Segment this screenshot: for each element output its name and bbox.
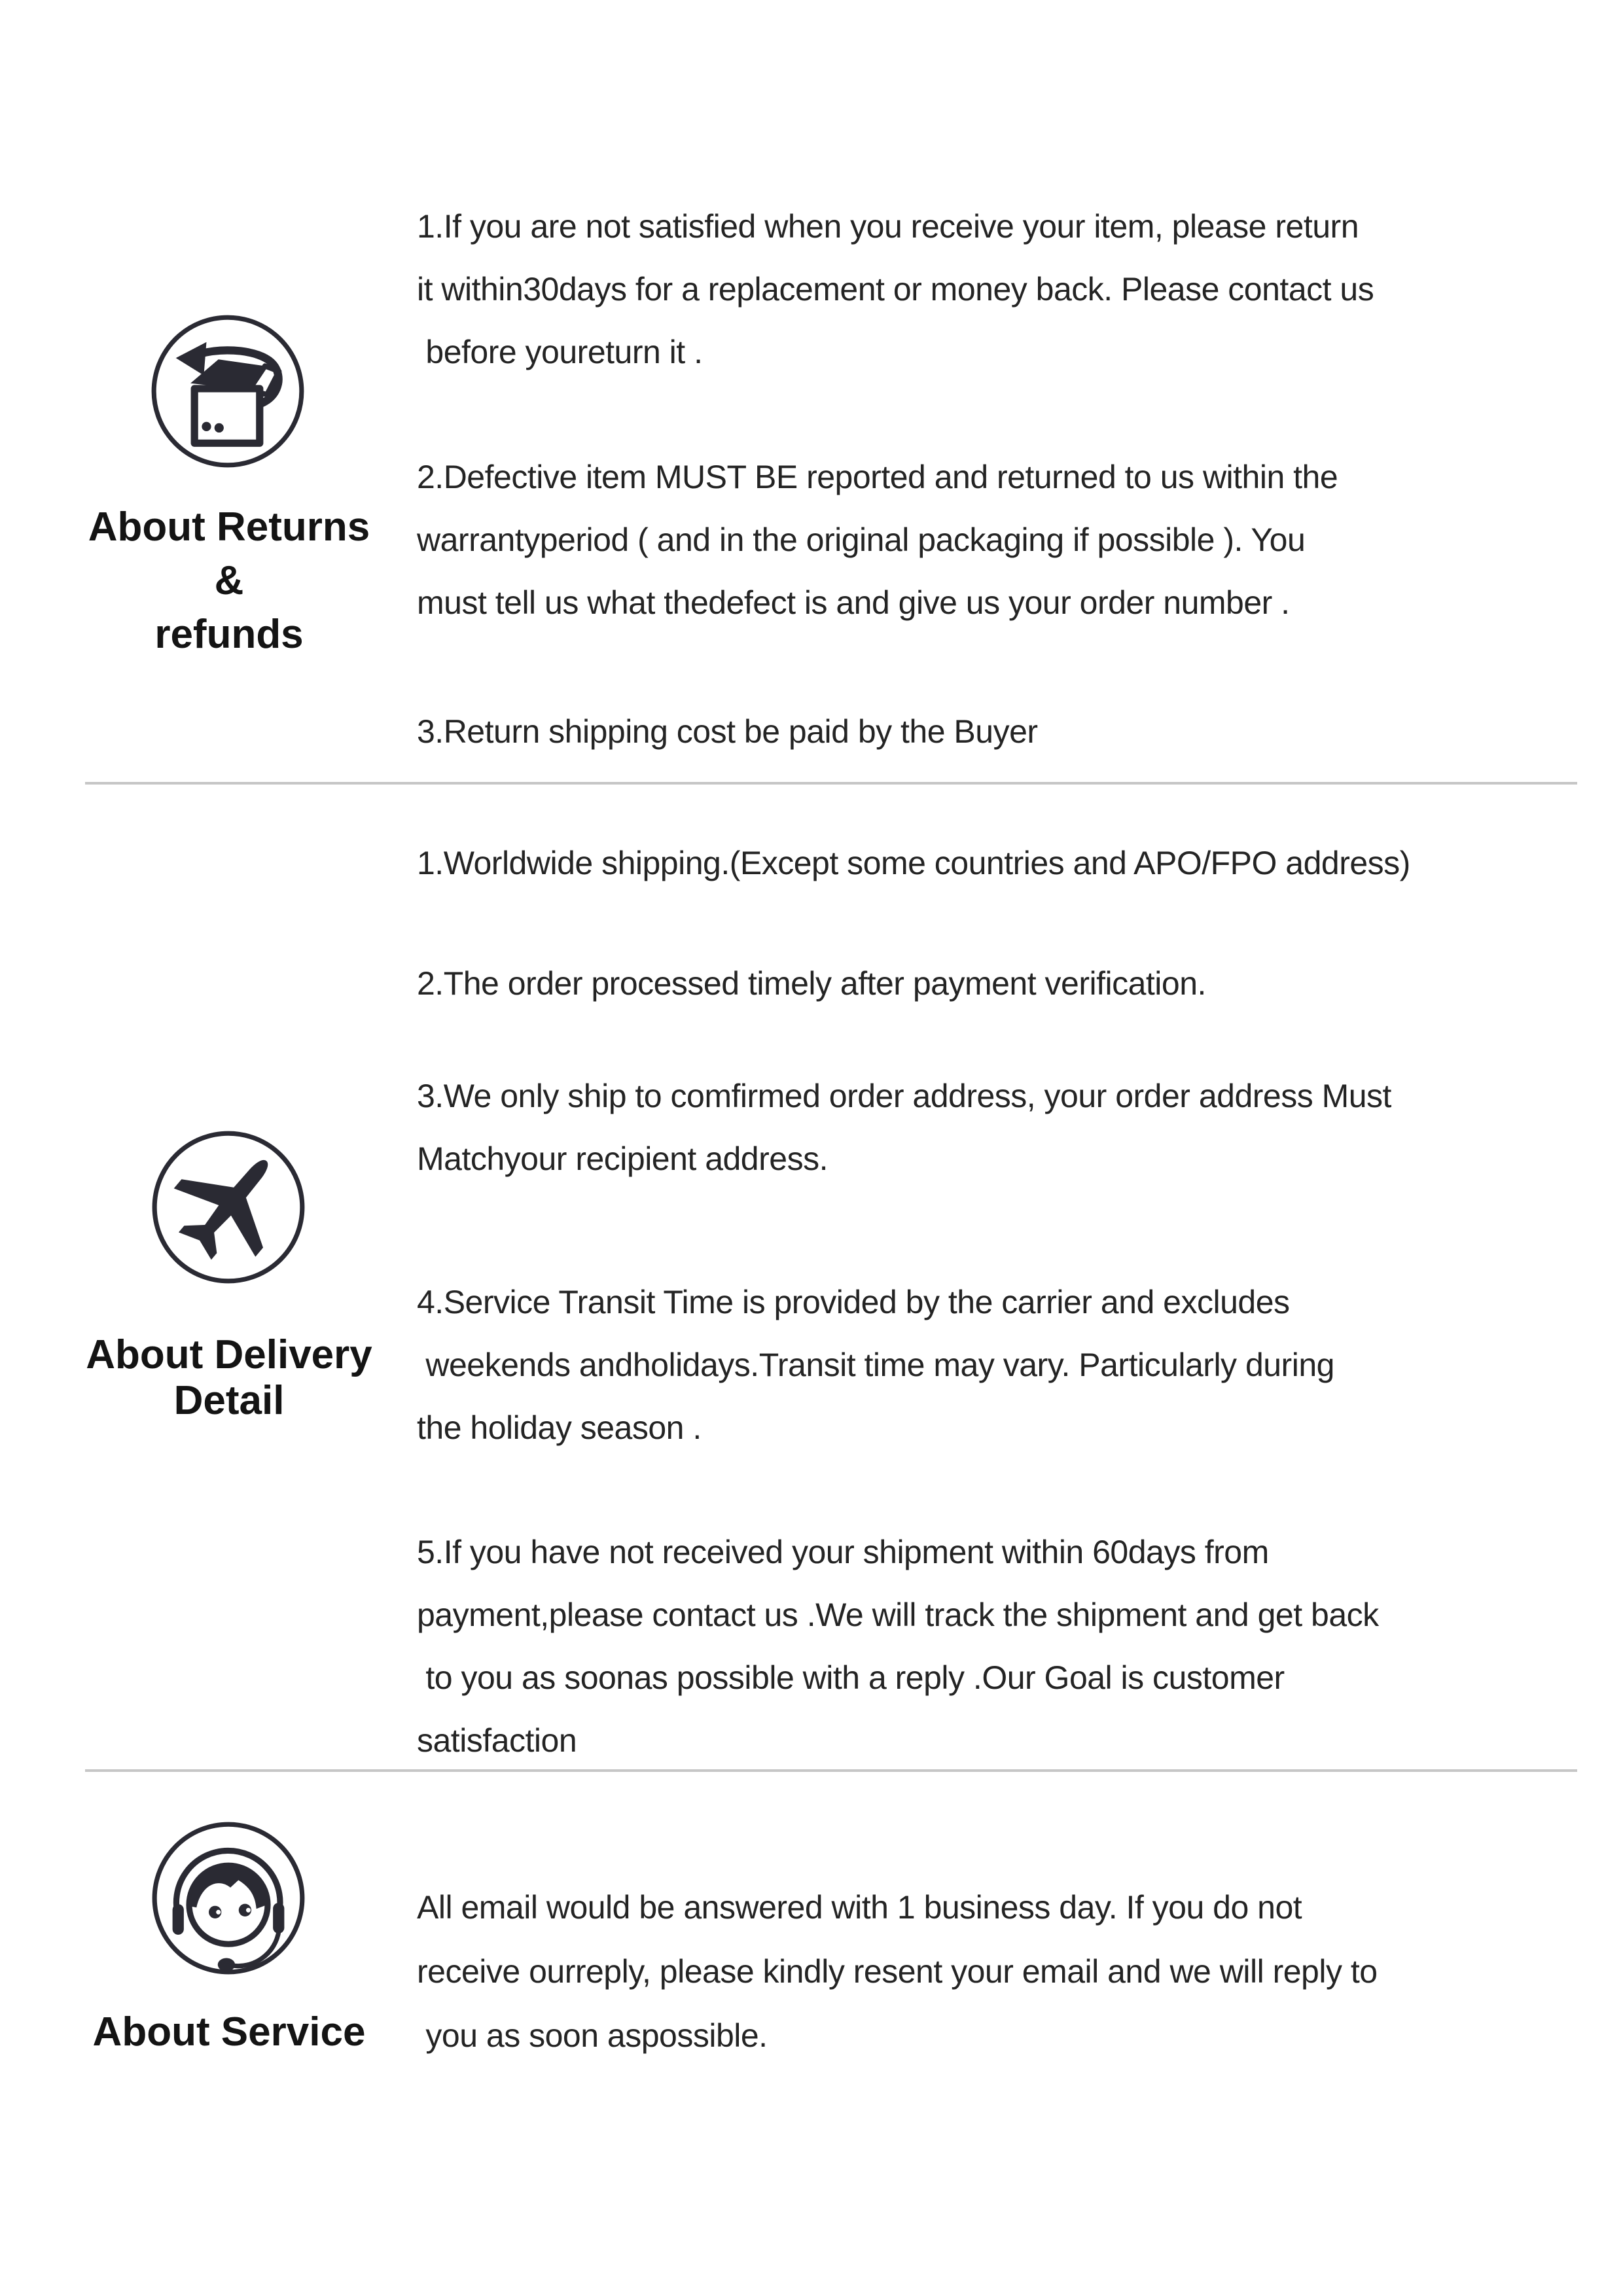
returns-heading <box>36 501 422 662</box>
text-line: weekends andholidays.Transit time may vary. Particularly during <box>417 1347 1334 1383</box>
delivery-paragraph-3 <box>417 1065 1601 1190</box>
text-line: you as soon aspossible. <box>417 2017 768 2054</box>
text-line: 4.Service Transit Time is provided by the carrier and excludes <box>417 1284 1290 1320</box>
text-line: 1.If you are not satisfied when you receive your item, please return <box>417 208 1359 245</box>
text-line: 5.If you have not received your shipment within 60days from <box>417 1534 1269 1570</box>
delivery-paragraph-2 <box>417 952 1601 1015</box>
headset-agent-icon <box>149 1818 308 1978</box>
text-line: All email would be answered with 1 business day. If you do not <box>417 1889 1302 1926</box>
text-line: Matchyour recipient address. <box>417 1140 828 1177</box>
package-return-icon <box>148 311 308 471</box>
text-line: warrantyperiod ( and in the original packaging if possible ). You <box>417 521 1306 558</box>
text-line: 2.The order processed timely after payment verification. <box>417 965 1206 1002</box>
returns-paragraph-1 <box>417 195 1601 383</box>
text-line: it within30days for a replacement or money back. Please contact us <box>417 271 1374 308</box>
service-heading-line: About Service <box>92 2009 366 2055</box>
text-line: before youreturn it . <box>417 334 703 370</box>
text-line: satisfaction <box>417 1722 577 1759</box>
text-line: 1.Worldwide shipping.(Except some countries and APO/FPO address) <box>417 845 1410 881</box>
returns-heading-line: About Returns <box>88 504 370 550</box>
text-line: receive ourreply, please kindly resent your email and we will reply to <box>417 1953 1378 1990</box>
delivery-paragraph-4 <box>417 1271 1601 1459</box>
service-paragraph-1 <box>417 1875 1601 2068</box>
text-line: to you as soonas possible with a reply .Our Goal is customer <box>417 1659 1285 1696</box>
returns-paragraph-3 <box>417 700 1601 763</box>
text-line: the holiday season . <box>417 1409 702 1446</box>
returns-heading-line: refunds <box>154 612 304 657</box>
section-divider <box>85 782 1577 785</box>
delivery-paragraph-1 <box>417 832 1601 894</box>
text-line: must tell us what thedefect is and give us your order number . <box>417 584 1290 621</box>
delivery-paragraph-5 <box>417 1521 1601 1772</box>
service-heading <box>36 2005 422 2059</box>
text-line: 3.Return shipping cost be paid by the Buyer <box>417 713 1038 750</box>
delivery-heading-line: Detail <box>173 1378 285 1423</box>
text-line: 3.We only ship to comfirmed order address, your order address Must <box>417 1078 1391 1114</box>
text-line: 2.Defective item MUST BE reported and returned to us within the <box>417 459 1338 495</box>
returns-heading-line: & <box>214 558 244 603</box>
airplane-icon <box>149 1127 308 1287</box>
text-line: payment,please contact us .We will track the shipment and get back <box>417 1597 1379 1633</box>
delivery-heading <box>36 1332 422 1424</box>
returns-paragraph-2 <box>417 446 1601 634</box>
section-divider <box>85 1769 1577 1772</box>
delivery-heading-line: About Delivery <box>86 1332 372 1377</box>
